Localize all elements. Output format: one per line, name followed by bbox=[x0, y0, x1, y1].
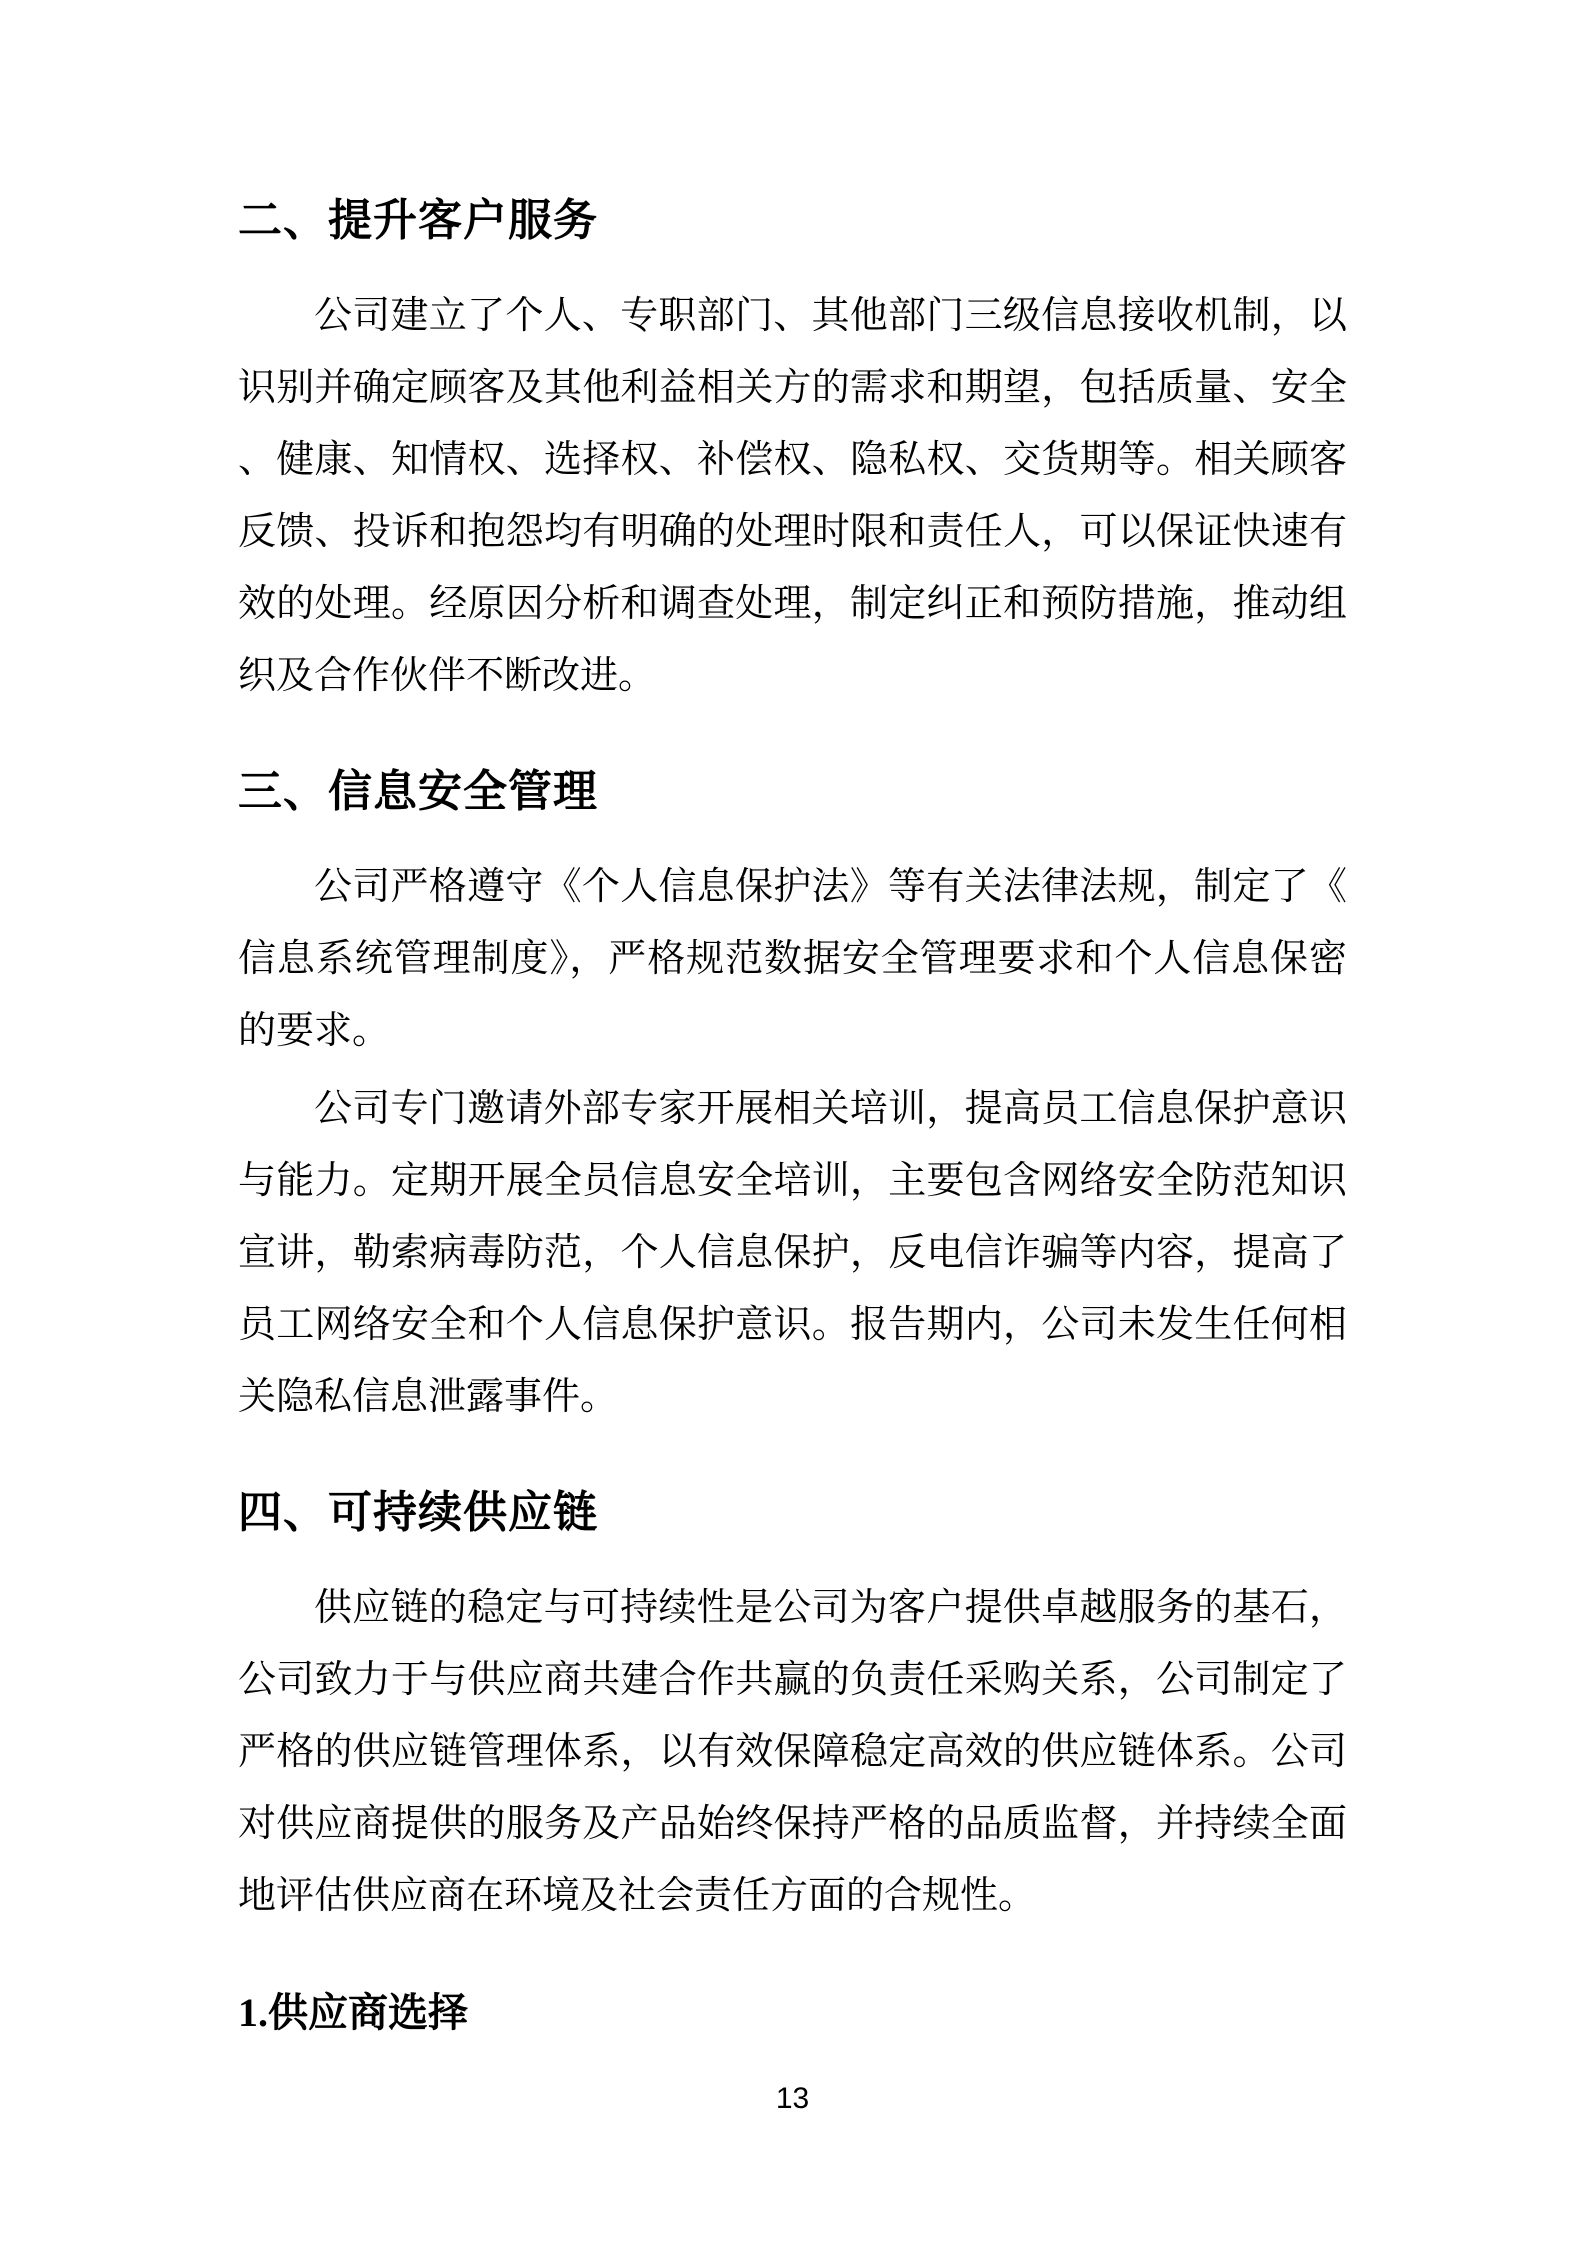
document-section bbox=[238, 1483, 1347, 1932]
body-line: 关隐私信息泄露事件。 bbox=[238, 1376, 619, 1418]
body-line: 地评估供应商在环境及社会责任方面的合规性。 bbox=[238, 1875, 1037, 1917]
body-line: 信息系统管理制度》，严格规范数据安全管理要求和个人信息保密 bbox=[238, 938, 1347, 980]
body-line: 公司严格遵守《个人信息保护法》等有关法律法规，制定了《 bbox=[314, 866, 1347, 908]
body-line: 识别并确定顾客及其他利益相关方的需求和期望，包括质量、安全 bbox=[238, 367, 1347, 409]
paragraph bbox=[238, 1073, 1347, 1433]
body-line: 反馈、投诉和抱怨均有明确的处理时限和责任人，可以保证快速有 bbox=[238, 511, 1347, 553]
body-line: 与能力。定期开展全员信息安全培训，主要包含网络安全防范知识 bbox=[238, 1160, 1347, 1202]
body-line: 对供应商提供的服务及产品始终保持严格的品质监督，并持续全面 bbox=[238, 1803, 1347, 1845]
document-section bbox=[238, 1983, 1347, 2043]
body-line: 员工网络安全和个人信息保护意识。报告期内，公司未发生任何相 bbox=[238, 1304, 1347, 1346]
paragraph bbox=[238, 1572, 1347, 1932]
sub-heading: 1.供应商选择 bbox=[238, 1990, 468, 2035]
body-line: 严格的供应链管理体系，以有效保障稳定高效的供应链体系。公司 bbox=[238, 1731, 1347, 1773]
body-line: 的要求。 bbox=[238, 1010, 391, 1052]
body-line: 公司致力于与供应商共建合作共赢的负责任采购关系，公司制定了 bbox=[238, 1659, 1347, 1701]
body-line: 、健康、知情权、选择权、补偿权、隐私权、交货期等。相关顾客 bbox=[238, 439, 1347, 481]
body-line: 公司建立了个人、专职部门、其他部门三级信息接收机制，以 bbox=[314, 295, 1347, 337]
page-footer bbox=[238, 2084, 1347, 2114]
body-line: 供应链的稳定与可持续性是公司为客户提供卓越服务的基石， bbox=[314, 1587, 1347, 1629]
page-number: 13 bbox=[775, 2082, 810, 2115]
paragraph bbox=[238, 280, 1347, 712]
body-line: 公司专门邀请外部专家开展相关培训，提高员工信息保护意识 bbox=[314, 1088, 1347, 1130]
body-line: 织及合作伙伴不断改进。 bbox=[238, 655, 657, 697]
body-line: 效的处理。经原因分析和调查处理，制定纠正和预防措施，推动组 bbox=[238, 583, 1347, 625]
paragraph bbox=[238, 851, 1347, 1067]
document-content bbox=[238, 191, 1347, 2043]
document-section bbox=[238, 191, 1347, 712]
section-heading: 二、提升客户服务 bbox=[238, 196, 598, 245]
document-section bbox=[238, 762, 1347, 1433]
section-heading: 四、可持续供应链 bbox=[238, 1488, 598, 1537]
body-line: 宣讲，勒索病毒防范，个人信息保护，反电信诈骗等内容，提高了 bbox=[238, 1232, 1347, 1274]
section-heading: 三、信息安全管理 bbox=[238, 767, 598, 816]
